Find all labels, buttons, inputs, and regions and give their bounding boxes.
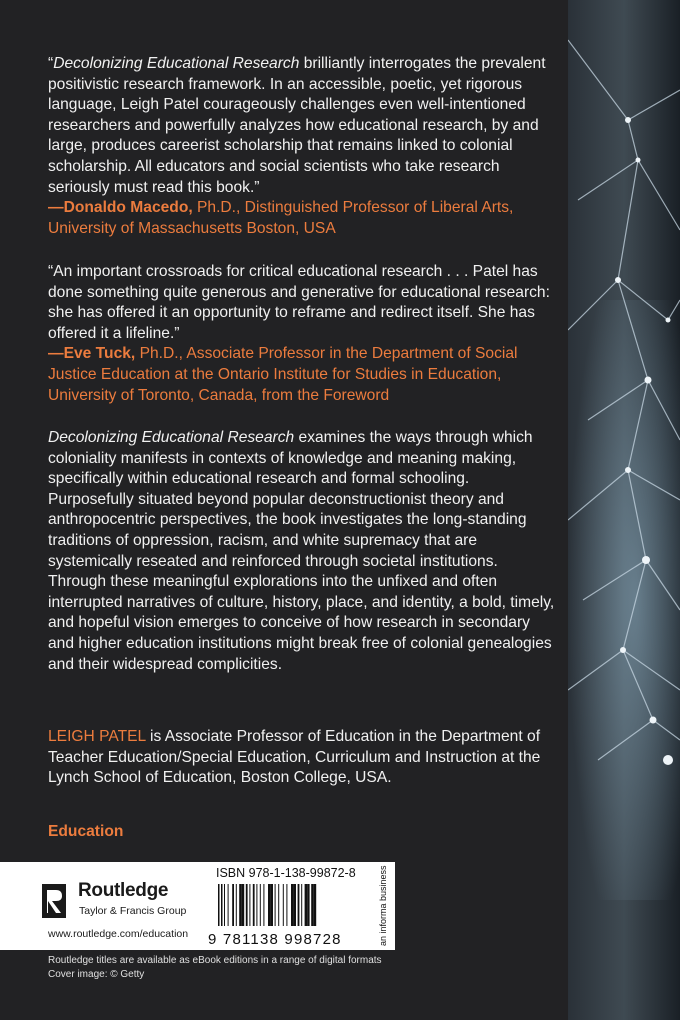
routledge-logo-icon [42, 884, 66, 918]
subject-category: Education [48, 823, 124, 840]
author-bio-text: is Associate Professor of Education in the Department of Teacher Education/Special Education, Curriculum and Instruction at the Lynch School of Education, Boston College, USA. [48, 728, 541, 787]
quote-text: brilliantly interrogates the prevalent positivistic research framework. In an accessible, poetic, yet rigorous language, Leigh Patel courageously challenges even well-intentioned researchers and powerfully analyzes how educational research, by and large, produces careerist scholarship that remains linked to colonial scholarship. All educators and social scientists who take research seriously must read this book.” [48, 55, 546, 196]
quote-macedo [48, 54, 558, 239]
description-book-title: Decolonizing Educational Research [48, 429, 295, 446]
quote-author: —Eve Tuck, [48, 345, 136, 363]
publisher-url[interactable]: www.routledge.com/education [48, 928, 189, 940]
isbn-label: ISBN 978-1-138-99872-8 [216, 866, 356, 880]
informa-tagline: an informa business [378, 865, 388, 946]
network-graphic [568, 0, 680, 1020]
barcode-icon [217, 884, 377, 926]
author-name: LEIGH PATEL [48, 728, 146, 745]
quote-open-mark: “ [48, 55, 54, 72]
publisher-name: Routledge [78, 880, 169, 901]
quote-book-title: Decolonizing Educational Research [53, 55, 300, 72]
ebook-note: Routledge titles are available as eBook editions in a range of digital formats [48, 955, 382, 966]
quote-text: “An important crossroads for critical educational research . . . Patel has done something quite generous and generative for educational research: she has offered it an opportunity to reframe and redirect itself. She has offered it a lifeline.” [48, 263, 550, 342]
quote-affiliation: Ph.D., Associate Professor in the Department of Social Justice Education at the Ontario Institute for Studies in Education, University of Toronto, Canada, from the Foreword [48, 345, 518, 404]
publisher-group: Taylor & Francis Group [79, 905, 187, 917]
book-description [48, 428, 558, 675]
quote-tuck [48, 262, 558, 406]
description-text: examines the ways through which coloniality manifests in contexts of knowledge and meaning making, specifically within educational research and formal schooling. Purposefully situated beyond popular deconstructionist theory and anthropocentric perspectives, the book investigates the long-standing traditions of oppression, racism, and white supremacy that are systemically reseated and reinforced through societal institutions. Through these meaningful explorations into the unfixed and often interrupted narratives of culture, history, place, and identity, a bold, timely, and hopeful vision emerges to conceive of how research in secondary and higher education institutions might break free of colonial genealogies and their widespread complicities. [48, 429, 555, 673]
quote-affiliation: Ph.D., Distinguished Professor of Liberal Arts, University of Massachusetts Boston, USA [48, 199, 514, 237]
author-bio [48, 727, 558, 789]
barcode-number: 9 781138 998728 [208, 931, 342, 948]
quote-author: —Donaldo Macedo, [48, 199, 193, 217]
cover-credit: Cover image: © Getty [48, 969, 145, 980]
